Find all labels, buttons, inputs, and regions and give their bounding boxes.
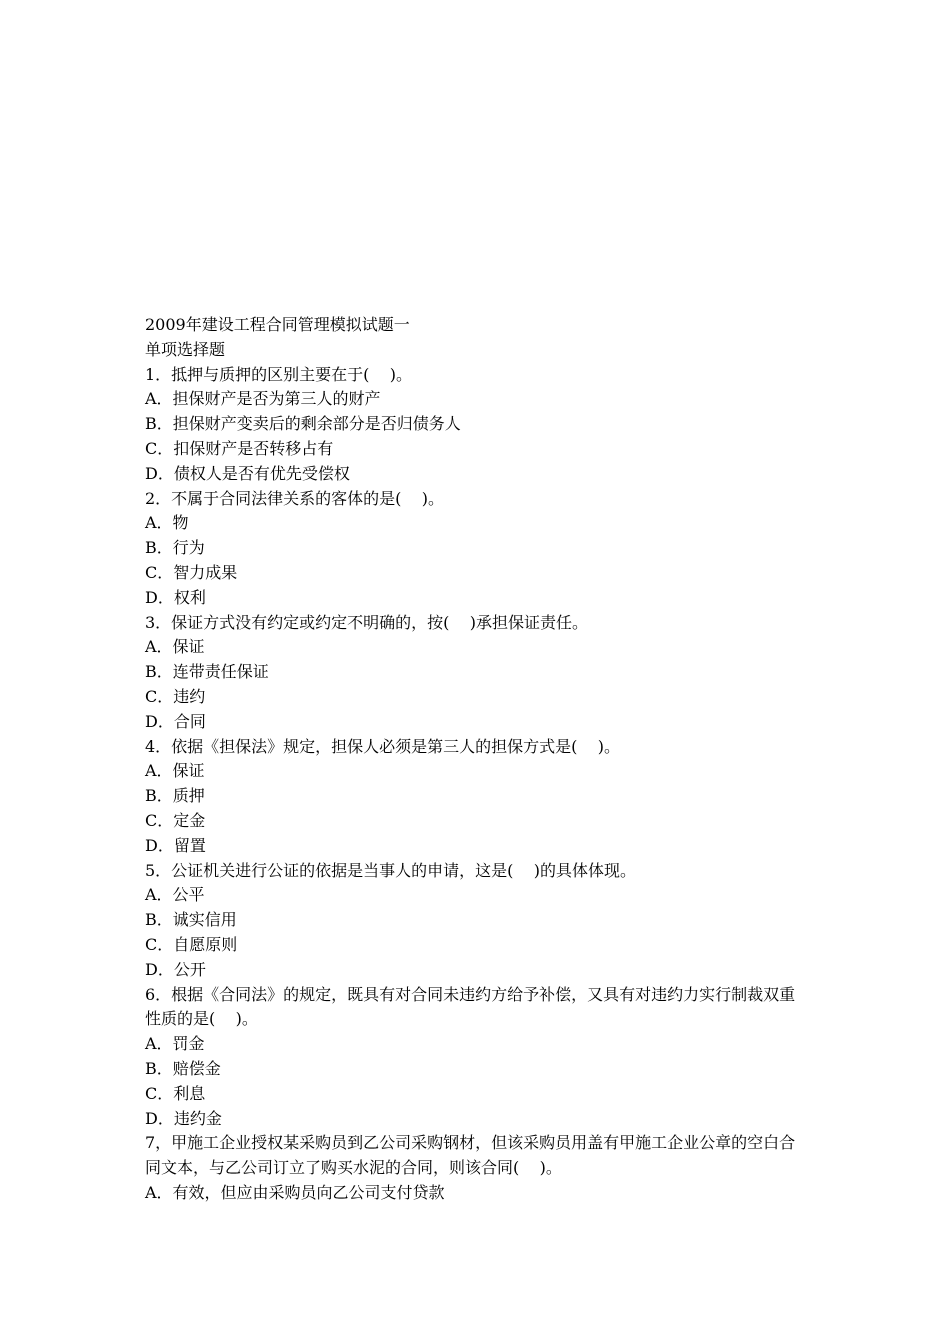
option-a: A．保证 (145, 637, 205, 657)
option-c: C．利息 (145, 1083, 206, 1103)
option-c: C．自愿原则 (145, 934, 238, 954)
option-a: A．保证 (145, 761, 205, 781)
section-heading: 单项选择题 (145, 339, 226, 359)
question-stem: 4．依据《担保法》规定，担保人必须是第三人的担保方式是( )。 (145, 736, 621, 756)
question-stem: 5．公证机关进行公证的依据是当事人的申请，这是( )的具体体现。 (145, 860, 637, 880)
option-a: A．物 (145, 513, 189, 533)
document-title: 2009年建设工程合同管理模拟试题一 (145, 315, 410, 334)
option-b: B．担保财产变卖后的剩余部分是否归债务人 (145, 414, 461, 434)
question-stem: 2．不属于合同法律关系的客体的是( )。 (145, 488, 445, 508)
question-7 (145, 1131, 810, 1205)
option-d: D．合同 (145, 711, 206, 731)
question-3 (145, 611, 810, 735)
question-stem: 7，甲施工企业授权某采购员到乙公司采购钢材，但该采购员用盖有甲施工企业公章的空白合同文本，与乙公司订立了购买水泥的合同，则该合同( )。 (145, 1133, 796, 1178)
question-stem: 3．保证方式没有约定或约定不明确的，按( )承担保证责任。 (145, 612, 589, 632)
option-b: B．诚实信用 (145, 910, 237, 930)
option-b: B．质押 (145, 786, 205, 806)
option-b: B．行为 (145, 538, 205, 558)
option-c: C．扣保财产是否转移占有 (145, 438, 334, 458)
option-d: D．违约金 (145, 1108, 222, 1128)
question-4 (145, 735, 810, 859)
option-a: A．公平 (145, 885, 205, 905)
question-stem: 1．抵押与质押的区别主要在于( )。 (145, 364, 413, 384)
option-d: D．权利 (145, 587, 206, 607)
question-6 (145, 983, 810, 1132)
option-a: A．担保财产是否为第三人的财产 (145, 389, 381, 409)
option-b: B．赔偿金 (145, 1058, 221, 1078)
question-2 (145, 487, 810, 611)
option-d: D．公开 (145, 959, 206, 979)
option-b: B．连带责任保证 (145, 662, 269, 682)
option-d: D．留置 (145, 835, 206, 855)
option-c: C．定金 (145, 810, 206, 830)
option-a: A．有效，但应由采购员向乙公司支付贷款 (145, 1182, 445, 1202)
question-1 (145, 363, 810, 487)
question-stem: 6．根据《合同法》的规定，既具有对合同未违约方给予补偿，又具有对违约力实行制裁双重性质的是( )。 (145, 984, 796, 1029)
option-c: C．违约 (145, 686, 206, 706)
option-d: D．债权人是否有优先受偿权 (145, 463, 350, 483)
option-c: C．智力成果 (145, 562, 238, 582)
document-body (145, 313, 810, 1206)
option-a: A．罚金 (145, 1034, 205, 1054)
question-5 (145, 859, 810, 983)
